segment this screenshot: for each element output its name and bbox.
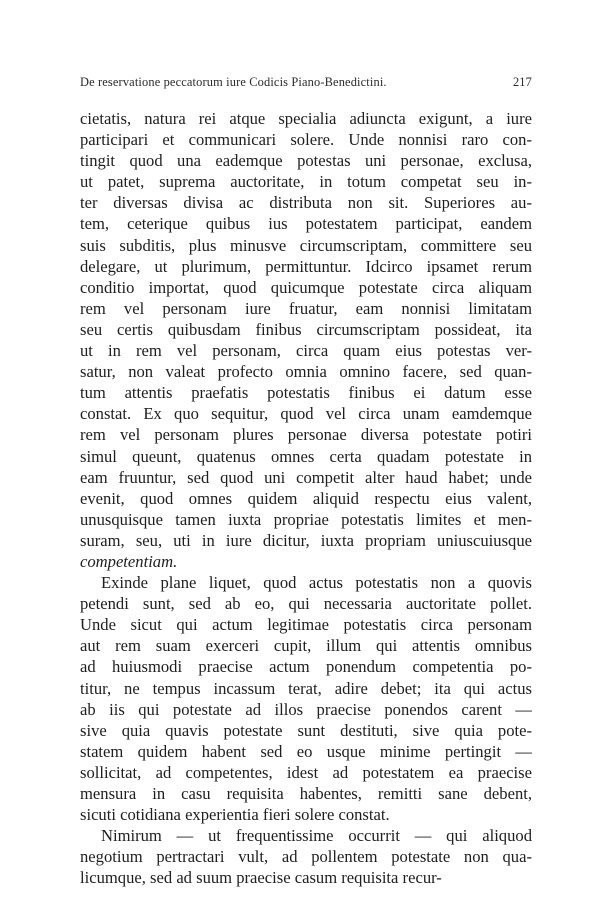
text-line: sicuti cotidiana experientia fieri solere constat. (80, 805, 390, 825)
text-line: aut rem suam exerceri cupit, illum qui attentis omnibus (80, 636, 532, 656)
text-line: ut patet, suprema auctoritate, in totum competat seu in- (80, 172, 532, 192)
text-line: sollicitat, ad competentes, idest ad potestatem ea praecise (80, 762, 532, 782)
text-line: participari et communicari solere. Unde nonnisi raro con- (80, 130, 532, 150)
text-line: Unde sicut qui actum legitimae potestatis circa personam (80, 615, 532, 635)
text-line: licumque, sed ad suum praecise casum requisita recur- (80, 868, 442, 888)
text-line: tem, ceterique quibus ius potestatem participat, eandem (80, 214, 532, 234)
running-title: De reservatione peccatorum iure Codicis Piano-Benedictini. (80, 75, 387, 89)
text-line: ter diversas divisa ac distributa non sit. Superiores au- (80, 193, 532, 213)
text-line: seu certis quibusdam finibus circumscriptam possideat, ita (80, 319, 532, 339)
paragraph (80, 572, 532, 825)
text-line: rem vel personam plures personae diversa potestate potiri (80, 425, 532, 445)
text-line: titur, ne tempus incassum terat, adire debet; ita qui actus (80, 678, 532, 698)
text-line: evenit, quod omnes quidem aliquid respectu eius valent, (80, 488, 532, 508)
text-line: delegare, ut plurimum, permittuntur. Idcirco ipsamet rerum (80, 256, 532, 276)
paragraph (80, 825, 532, 888)
text-line: Nimirum — ut frequentissime occurrit — qui aliquod (101, 826, 532, 846)
text-line: sive quia quavis potestate sunt destituti, sive quia pote- (80, 720, 532, 740)
text-line: petendi sunt, sed ab eo, qui necessaria auctoritate pollet. (80, 594, 532, 614)
text-line: satur, non valeat profecto omnia omnino facere, sed quan- (80, 362, 532, 382)
text-line: suis subditis, plus minusve circumscriptam, committere seu (80, 235, 532, 255)
text-line: rem vel personam iure fruatur, eam nonnisi limitatam (80, 298, 532, 318)
text-line: ad huiusmodi praecise actum ponendum competentia po- (80, 657, 532, 677)
text-line: eam fruuntur, sed quod uni competit alter haud habet; unde (80, 467, 532, 487)
text-line: tingit quod una eademque potestas uni personae, exclusa, (80, 151, 532, 171)
text-line: suram, seu, uti in iure dicitur, iuxta propriam uniuscuiusque (80, 530, 532, 550)
text-line: competentiam. (80, 551, 178, 571)
text-line: Exinde plane liquet, quod actus potestatis non a quovis (101, 573, 532, 593)
text-line: constat. Ex quo sequitur, quod vel circa unam eamdemque (80, 404, 532, 424)
body-text (80, 108, 532, 888)
text-line: ab iis qui potestate ad illos praecise ponendos carent — (80, 699, 532, 719)
text-line: statem quidem habent sed eo usque minime pertingit — (80, 741, 532, 761)
text-line: negotium pertractari vult, ad pollentem potestate non qua- (80, 847, 532, 867)
text-line: unusquisque tamen iuxta propriae potestatis limites et men- (80, 509, 532, 529)
text-line: mensura in casu requisita habentes, remitti sane debent, (80, 784, 532, 803)
text-line: tum attentis praefatis potestatis finibus ei datum esse (80, 383, 532, 403)
text-line: conditio importat, quod quicumque potestate circa aliquam (80, 277, 532, 297)
text-line: ut in rem vel personam, circa quam eius potestas ver- (80, 341, 532, 361)
page-number: 217 (512, 75, 532, 89)
text-line: cietatis, natura rei atque specialia adiuncta exigunt, a iure (80, 109, 532, 128)
text-line: simul queunt, quatenus omnes certa quadam potestate in (80, 446, 532, 466)
paragraph (80, 108, 532, 572)
